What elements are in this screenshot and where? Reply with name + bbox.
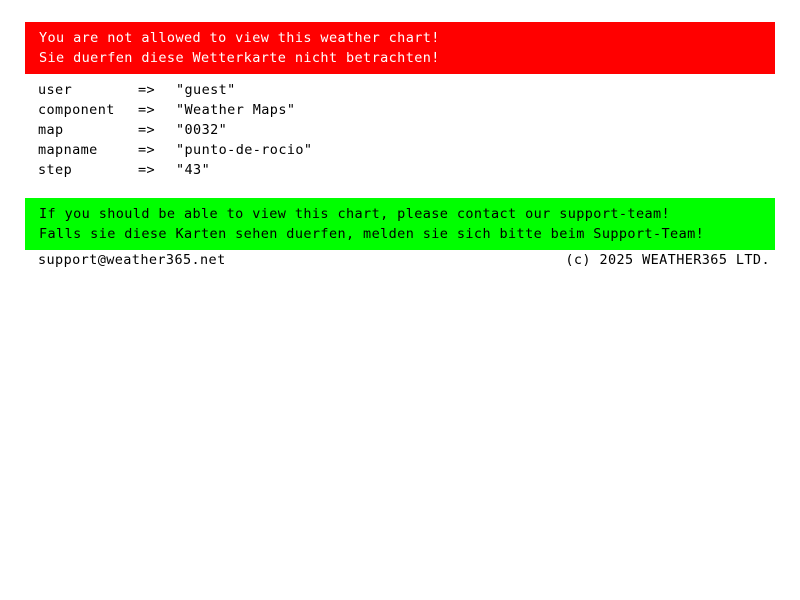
parameter-arrow: => — [138, 142, 156, 158]
parameter-key: step — [38, 162, 73, 178]
error-banner — [25, 22, 775, 74]
parameter-arrow: => — [138, 162, 156, 178]
support-banner-line-en: If you should be able to view this chart, please contact our support-team! — [39, 206, 671, 222]
parameter-row — [38, 80, 758, 100]
parameter-key: mapname — [38, 142, 98, 158]
parameter-value: "Weather Maps" — [176, 102, 296, 118]
parameter-key: map — [38, 122, 64, 138]
support-banner-line-de: Falls sie diese Karten sehen duerfen, melden sie sich bitte beim Support-Team! — [39, 226, 705, 242]
error-banner-line-de: Sie duerfen diese Wetterkarte nicht betrachten! — [39, 50, 440, 66]
parameter-value: "43" — [176, 162, 211, 178]
support-banner — [25, 198, 775, 250]
parameter-key: component — [38, 102, 115, 118]
parameter-arrow: => — [138, 102, 156, 118]
parameter-arrow: => — [138, 122, 156, 138]
parameter-list — [38, 80, 758, 180]
error-banner-line-en: You are not allowed to view this weather chart! — [39, 30, 440, 46]
parameter-value: "punto-de-rocio" — [176, 142, 313, 158]
footer — [38, 250, 770, 270]
parameter-key: user — [38, 82, 73, 98]
copyright-notice: (c) 2025 WEATHER365 LTD. — [565, 252, 770, 268]
parameter-value: "0032" — [176, 122, 228, 138]
parameter-row — [38, 120, 758, 140]
parameter-row — [38, 100, 758, 120]
parameter-value: "guest" — [176, 82, 236, 98]
parameter-arrow: => — [138, 82, 156, 98]
parameter-row — [38, 160, 758, 180]
parameter-row — [38, 140, 758, 160]
support-email-link[interactable]: support@weather365.net — [38, 252, 226, 268]
